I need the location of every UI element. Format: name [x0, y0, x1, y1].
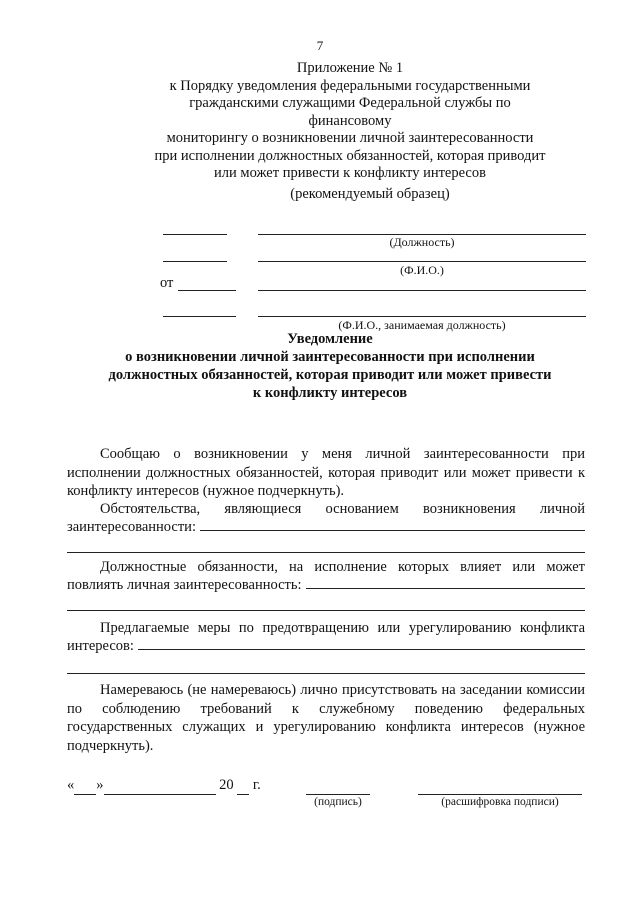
signature-caption: (подпись) — [314, 796, 362, 808]
from-line2[interactable] — [258, 316, 586, 317]
fio-caption: (Ф.И.О.) — [400, 263, 444, 277]
from-label: от — [160, 275, 174, 291]
circumstances-input-line-2[interactable] — [67, 552, 585, 553]
date-field — [67, 777, 261, 795]
signature-decode-caption: (расшифровка подписи) — [441, 796, 559, 808]
appendix-line: гражданскими служащими Федеральной службы по финансовому — [189, 95, 511, 129]
measures-row — [67, 637, 585, 656]
duties-input-line[interactable] — [306, 576, 585, 589]
measures-input-line-2[interactable] — [67, 673, 585, 674]
date-close-quote: » — [96, 777, 104, 793]
from-line[interactable] — [258, 290, 586, 291]
notice-title-line: к конфликту интересов — [252, 385, 408, 401]
duties-input-line-2[interactable] — [67, 610, 585, 611]
circumstances-input-line[interactable] — [200, 518, 585, 531]
appendix-header — [150, 60, 550, 183]
appendix-line: при исполнении должностных обязанностей, которая приводит — [154, 147, 546, 164]
fio-line-short — [163, 261, 227, 262]
duties-row — [67, 576, 585, 595]
month-input-line[interactable] — [104, 777, 216, 795]
circumstances-label: заинтересованности: — [67, 519, 196, 535]
notice-title-line: должностных обязанностей, которая приводит или может привести — [108, 367, 552, 383]
duties-label: повлиять личная заинтересованность: — [67, 577, 302, 593]
circumstances-text: Обстоятельства, являющиеся основанием возникновения личной — [100, 501, 585, 517]
year-input-line[interactable] — [237, 777, 249, 795]
circumstances-row — [67, 518, 585, 537]
measures-input-line[interactable] — [138, 637, 585, 650]
duties-text: Должностные обязанности, на исполнение которых влияет или может — [100, 559, 585, 575]
position-caption: (Должность) — [389, 235, 455, 249]
notice-title — [60, 330, 600, 402]
notice-title-line: Уведомление — [287, 331, 373, 347]
appendix-title: Приложение № 1 — [296, 60, 404, 76]
appendix-line: мониторингу о возникновении личной заинтересованности — [166, 130, 534, 146]
from-caption: (Ф.И.О., занимаемая должность) — [338, 318, 506, 332]
fio-line[interactable] — [258, 261, 586, 262]
signature-decode-line[interactable] — [418, 794, 582, 795]
measures-label: интересов: — [67, 638, 134, 654]
day-input-line[interactable] — [74, 777, 96, 795]
notice-paragraph-1: Сообщаю о возникновении у меня личной заинтересованности при исполнении должностных обязанностей, которая приводит или может привести к конфликту интересов (нужное подчеркнуть). — [67, 446, 585, 499]
appendix-line: к Порядку уведомления федеральными государственными — [169, 77, 531, 94]
page-number: 7 — [316, 38, 324, 53]
signature-line[interactable] — [306, 794, 370, 795]
attendance-paragraph: Намереваюсь (не намереваюсь) лично присутствовать на заседании комиссии по соблюдению требований к служебному поведению федеральных государственных служащих и урегулированию конфликта интересов (нужное подчеркнуть). — [67, 682, 585, 754]
from-line-short — [178, 290, 236, 291]
sample-note: (рекомендуемый образец) — [290, 186, 450, 202]
from-line2-short — [163, 316, 236, 317]
position-line-short — [163, 234, 227, 235]
notice-title-line: о возникновении личной заинтересованности при исполнении — [125, 349, 535, 365]
year-suffix: г. — [252, 777, 261, 793]
appendix-line: или может привести к конфликту интересов — [214, 165, 486, 181]
measures-text: Предлагаемые меры по предотвращению или урегулированию конфликта — [100, 620, 585, 636]
year-prefix: 20 — [219, 777, 234, 793]
date-open-quote: « — [67, 777, 75, 793]
